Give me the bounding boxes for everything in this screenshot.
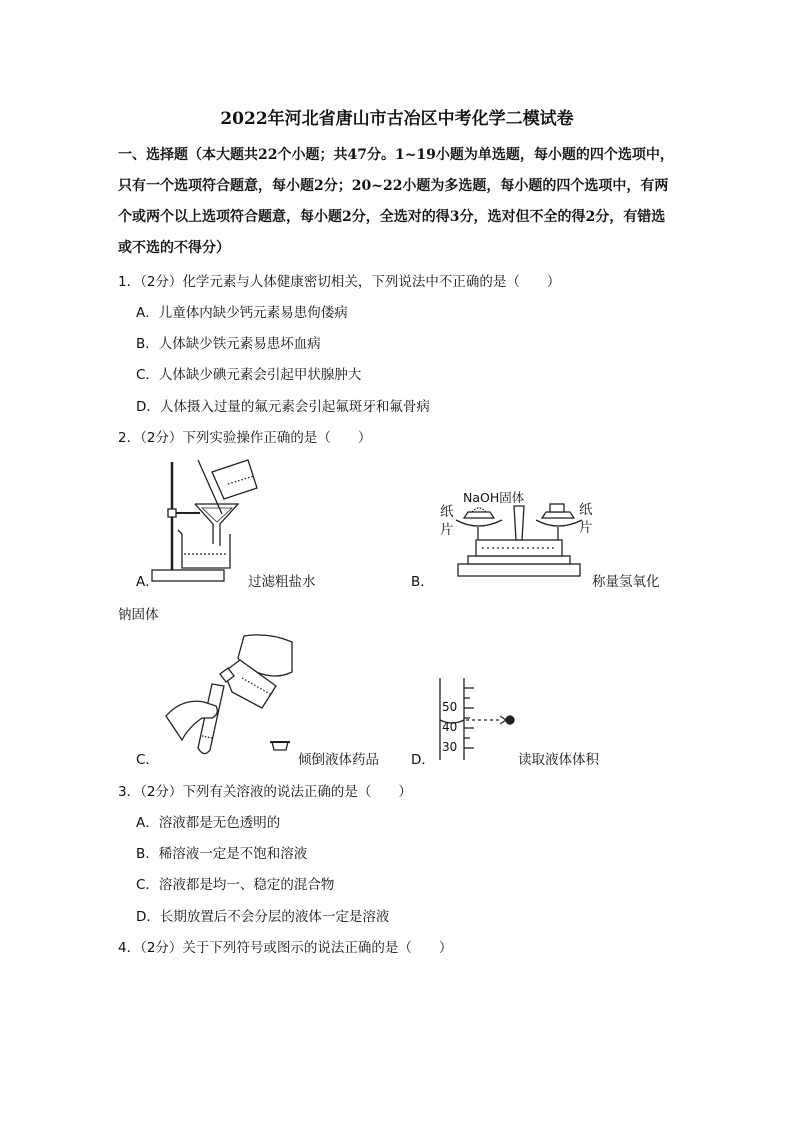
figure-a-caption: 过滤粗盐水 (248, 574, 316, 590)
figure-d-label: D． (411, 752, 435, 768)
figure-b-label: B． (411, 574, 434, 590)
paper-label-left-1: 纸 (440, 504, 454, 520)
figure-b-caption-cont: 钠固体 (118, 607, 159, 623)
cylinder-tick-30: 30 (442, 740, 458, 754)
figure-d-caption: 读取液体体积 (518, 752, 599, 768)
paper-label-right-1: 纸 (579, 502, 593, 518)
exam-title: 2022年河北省唐山市古冶区中考化学二模试卷 (220, 109, 574, 129)
filtration-figure (150, 458, 260, 586)
question-1-stem: 1．（2分）化学元素与人体健康密切相关，下列说法中不正确的是（ ） (118, 274, 561, 290)
question-3-option-b: B．稀溶液一定是不饱和溶液 (136, 846, 308, 862)
question-3-option-c: C．溶液都是均一、稳定的混合物 (136, 877, 335, 893)
question-3-stem: 3．（2分）下列有关溶液的说法正确的是（ ） (118, 784, 412, 800)
question-1-option-c: C．人体缺少碘元素会引起甲状腺肿大 (136, 367, 362, 383)
figure-c-label: C． (136, 752, 159, 768)
question-3-option-a: A．溶液都是无色透明的 (136, 815, 281, 831)
figure-c-caption: 倾倒液体药品 (298, 752, 379, 768)
paper-label-left-2: 片 (440, 522, 454, 538)
question-1-option-d: D．人体摄入过量的氟元素会引起氟斑牙和氟骨病 (136, 399, 430, 415)
section-instructions: 一、选择题（本大题共22个小题；共47分。1~19小题为单选题，每小题的四个选项中，只有一个选项符合题意，每小题2分；20~22小题为多选题，每小题的四个选项中，有两个或两个以上选项符合题意，每小题2分，全选对的得3分，选对但不全的得2分，有错选或不选的不得分） (118, 147, 674, 256)
figure-a-label: A． (136, 574, 159, 590)
cylinder-tick-40: 40 (442, 720, 458, 734)
cylinder-tick-50: 50 (442, 700, 458, 714)
question-1-option-b: B．人体缺少铁元素易患坏血病 (136, 336, 321, 352)
question-3-option-d: D．长期放置后不会分层的液体一定是溶液 (136, 909, 390, 925)
naoh-label: NaOH固体 (463, 490, 525, 505)
question-2-stem: 2．（2分）下列实验操作正确的是（ ） (118, 430, 372, 446)
figure-b-caption: 称量氢氧化 (592, 574, 660, 590)
pouring-figure (158, 632, 298, 762)
question-4-stem: 4．（2分）关于下列符号或图示的说法正确的是（ ） (118, 940, 453, 956)
paper-label-right-2: 片 (579, 520, 593, 536)
question-1-option-a: A．儿童体内缺少钙元素易患佝偻病 (136, 305, 348, 321)
